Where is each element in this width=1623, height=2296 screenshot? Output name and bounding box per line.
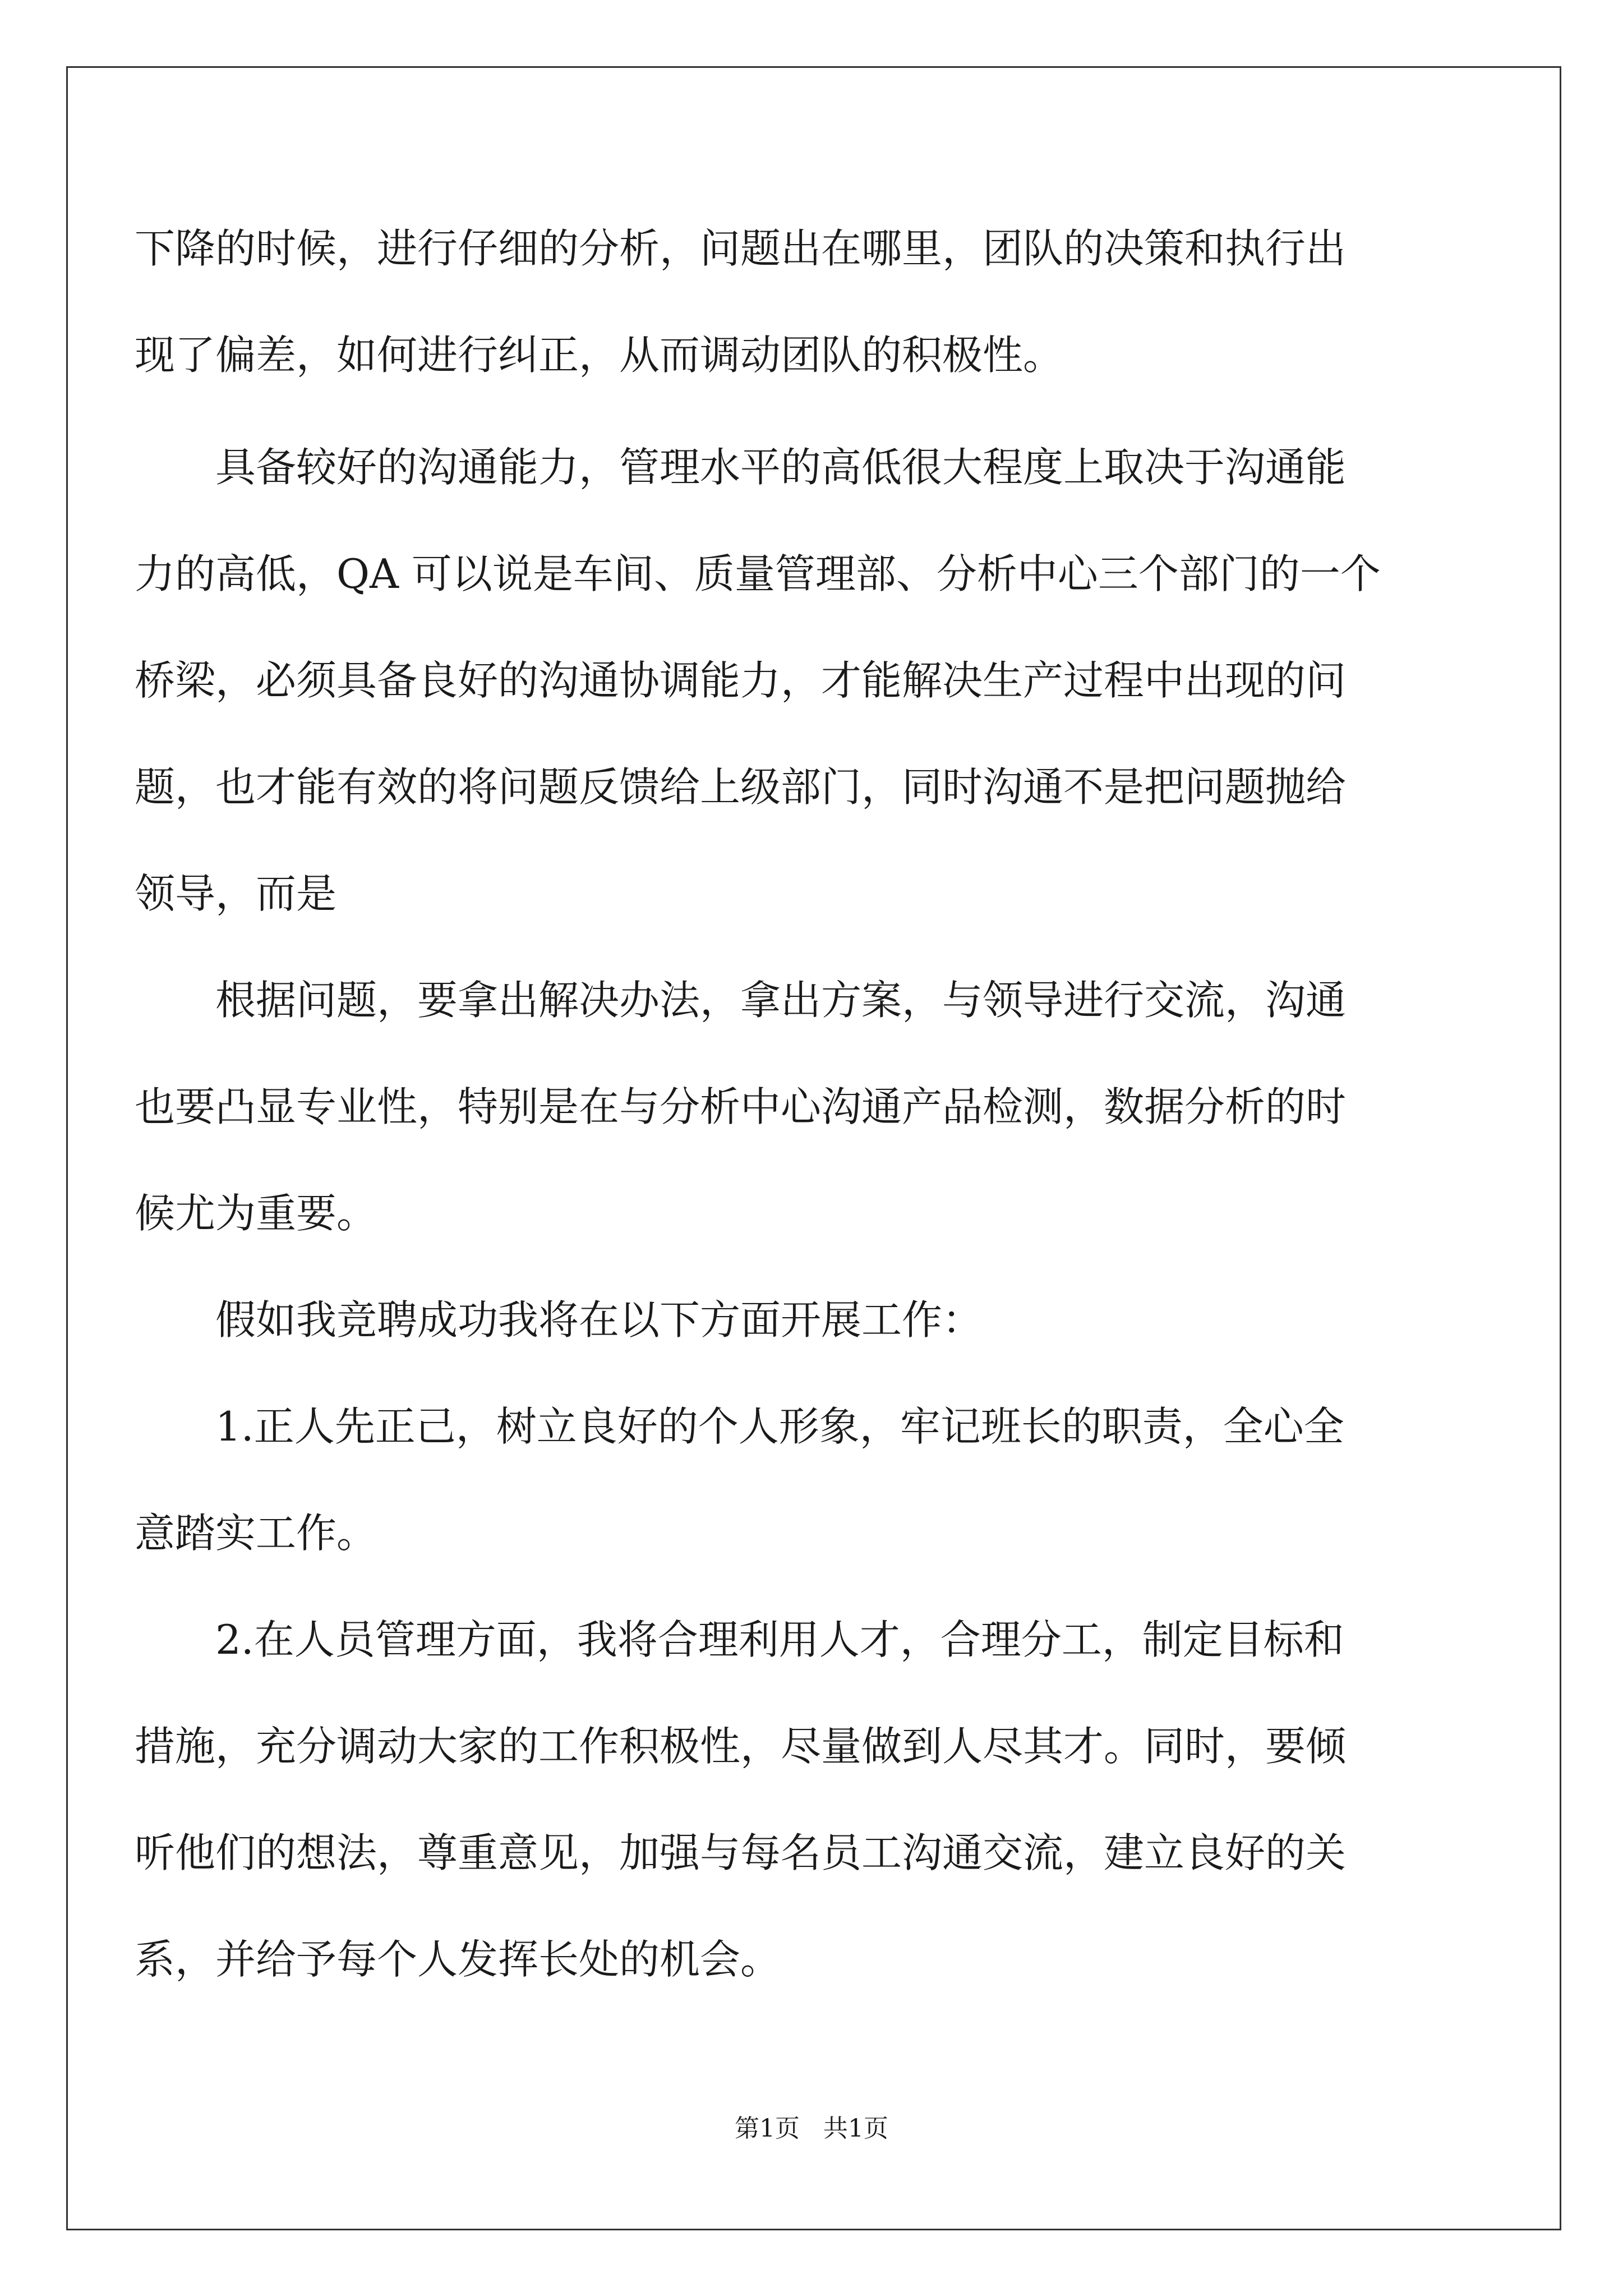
- text-line: 领导，而是: [135, 870, 337, 917]
- text-line: 假如我竞聘成功我将在以下方面开展工作：: [215, 1296, 983, 1343]
- page-footer: 第1页 共1页: [735, 2114, 888, 2143]
- text-line: 措施，充分调动大家的工作积极性，尽量做到人尽其才。同时，要倾: [135, 1723, 1347, 1770]
- text-line: 2.在人员管理方面，我将合理利用人才，合理分工，制定目标和: [215, 1616, 1344, 1663]
- text-line: 力的高低，QA 可以说是车间、质量管理部、分析中心三个部门的一个: [135, 550, 1381, 597]
- text-line: 根据问题，要拿出解决办法，拿出方案，与领导进行交流，沟通: [215, 977, 1347, 1024]
- text-line: 也要凸显专业性，特别是在与分析中心沟通产品检测，数据分析的时: [135, 1083, 1347, 1130]
- text-line: 具备较好的沟通能力，管理水平的高低很大程度上取决于沟通能: [215, 444, 1347, 491]
- text-line: 现了偏差，如何进行纠正，从而调动团队的积极性。: [135, 332, 1064, 379]
- text-line: 桥梁，必须具备良好的沟通协调能力，才能解决生产过程中出现的问: [135, 657, 1347, 704]
- text-line: 听他们的想法，尊重意见，加强与每名员工沟通交流，建立良好的关: [135, 1829, 1347, 1876]
- page-border: [66, 66, 1561, 2230]
- text-line: 候尤为重要。: [135, 1190, 377, 1237]
- text-line: 下降的时候，进行仔细的分析，问题出在哪里，团队的决策和执行出: [135, 225, 1347, 272]
- text-line: 1.正人先正己，树立良好的个人形象，牢记班长的职责，全心全: [215, 1403, 1344, 1450]
- text-line: 题，也才能有效的将问题反馈给上级部门，同时沟通不是把问题抛给: [135, 763, 1347, 811]
- text-line: 意踏实工作。: [135, 1510, 377, 1557]
- text-line: 系，并给予每个人发挥长处的机会。: [135, 1936, 781, 1983]
